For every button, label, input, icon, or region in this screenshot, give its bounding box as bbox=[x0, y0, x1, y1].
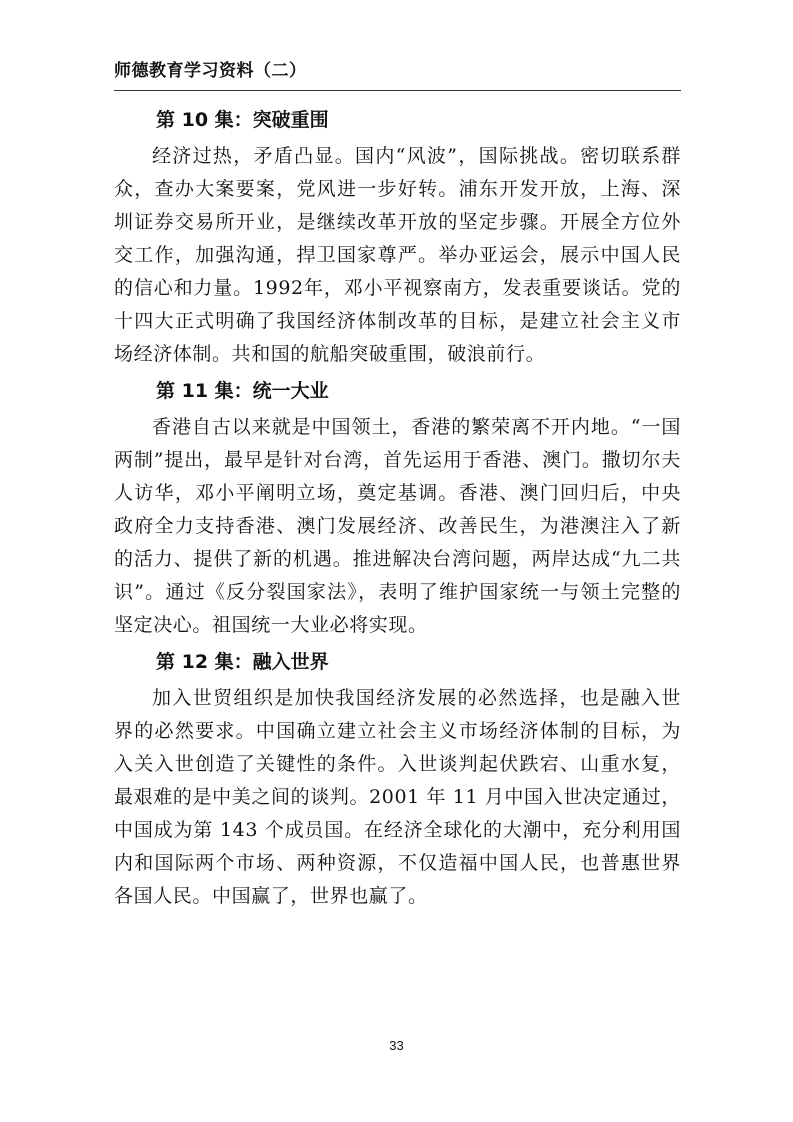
section-heading: 第 12 集：融入世界 bbox=[156, 651, 329, 673]
page-number: 33 bbox=[389, 1038, 404, 1053]
document-header-title: 师德教育学习资料（二） bbox=[114, 61, 307, 81]
header-divider bbox=[114, 90, 681, 91]
section-episode-10 bbox=[114, 100, 681, 371]
section-paragraph: 香港自古以来就是中国领土，香港的繁荣离不开内地。“一国两制”提出，最早是针对台湾，首先运用于香港、澳门。撒切尔夫人访华，邓小平阐明立场，奠定基调。香港、澳门回归后，中央政府全力支持香港、澳门发展经济、改善民生，为港澳注入了新的活力、提供了新的机遇。推进解决台湾问题，两岸达成“九二共识”。通过《反分裂国家法》，表明了维护国家统一与领土完整的坚定决心。祖国统一大业必将实现。 bbox=[114, 416, 681, 636]
section-paragraph: 经济过热，矛盾凸显。国内“风波”，国际挑战。密切联系群众，查办大案要案，党风进一步好转。浦东开发开放，上海、深圳证券交易所开业，是继续改革开放的坚定步骤。开展全方位外交工作，加强沟通，捍卫国家尊严。举办亚运会，展示中国人民的信心和力量。1992年，邓小平视察南方，发表重要谈话。党的十四大正式明确了我国经济体制改革的目标，是建立社会主义市场经济体制。共和国的航船突破重围，破浪前行。 bbox=[114, 145, 681, 365]
section-heading: 第 11 集：统一大业 bbox=[156, 380, 329, 402]
section-episode-12 bbox=[114, 642, 681, 913]
section-paragraph: 加入世贸组织是加快我国经济发展的必然选择，也是融入世界的必然要求。中国确立建立社会主义市场经济体制的目标，为入关入世创造了关键性的条件。入世谈判起伏跌宕、山重水复，最艰难的是中美之间的谈判。2001 年 11 月中国入世决定通过，中国成为第 143 个成员国。在经济全球化的大潮中，充分利用国内和国际两个市场、两种资源，不仅造福中国人民，也普惠世界各国人民。中国赢了，世界也赢了。 bbox=[114, 687, 681, 907]
document-body bbox=[114, 100, 681, 913]
section-heading: 第 10 集：突破重围 bbox=[156, 109, 329, 131]
section-episode-11 bbox=[114, 371, 681, 642]
